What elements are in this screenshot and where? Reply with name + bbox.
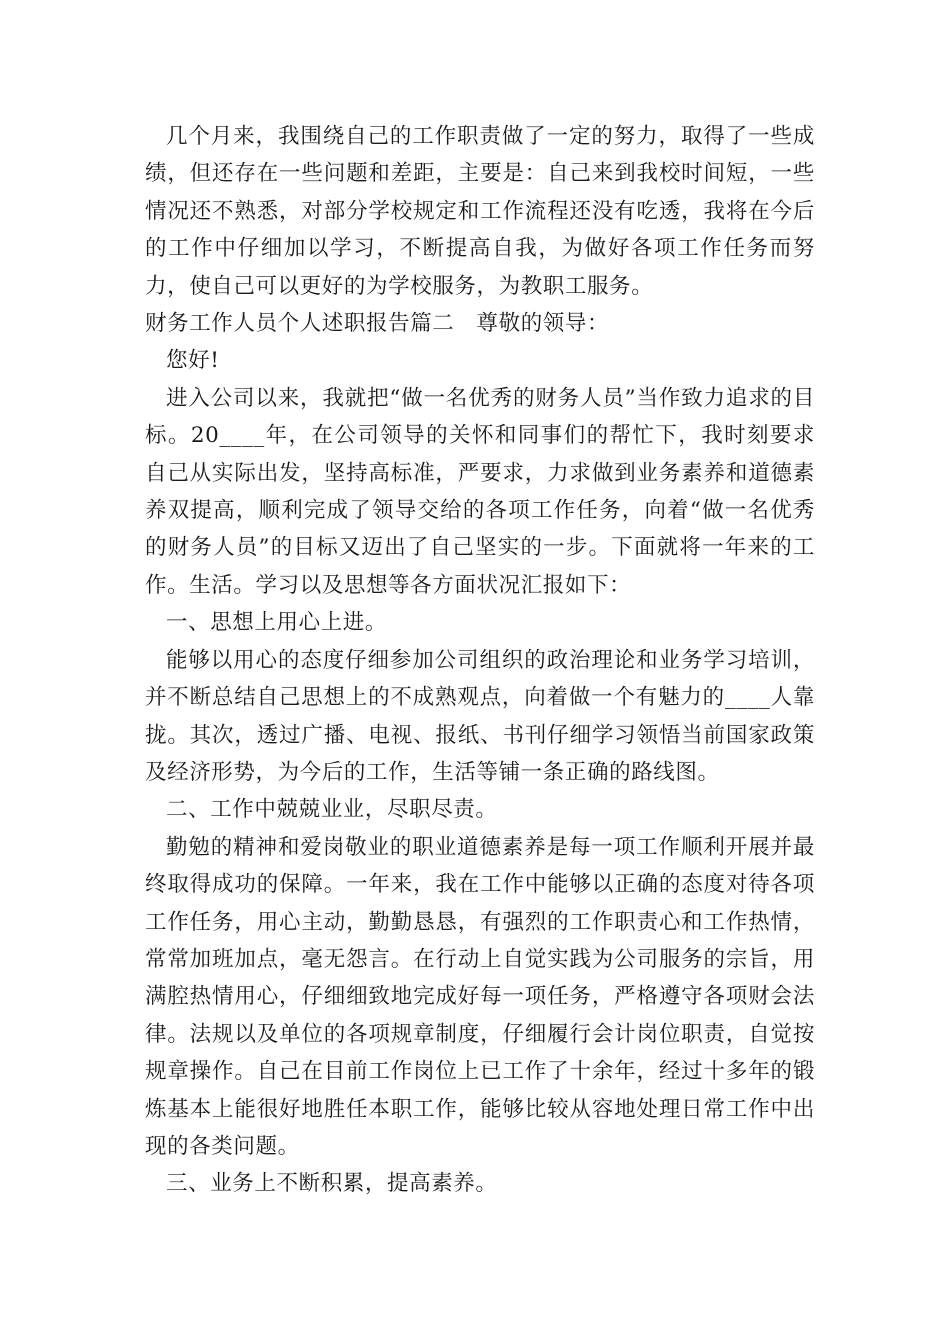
greeting: 您好!	[166, 348, 220, 374]
paragraph-ideology: 能够以用心的态度仔细参加公司组织的政治理论和业务学习培训，并不断总结自己思想上的不成熟观点，向着做一个有魅力的____人靠拢。其次，透过广播、电视、报纸、书刊仔细学习领悟当前国家政策及经济形势，为今后的工作，生活等铺一条正确的路线图。	[145, 647, 815, 785]
heading-business-accumulation: 三、业务上不断积累，提高素养。	[166, 1171, 498, 1197]
paragraph-summary: 几个月来，我围绕自己的工作职责做了一定的努力，取得了一些成绩，但还存在一些问题和差距，主要是：自己来到我校时间短，一些情况还不熟悉，对部分学校规定和工作流程还没有吃透，我将在今后的工作中仔细加以学习，不断提高自我，为做好各项工作任务而努力，使自己可以更好的为学校服务，为教职工服务。	[145, 124, 815, 299]
document-body	[145, 118, 815, 1203]
section-heading-report-two: 财务工作人员个人述职报告篇二 尊敬的领导：	[145, 311, 610, 337]
paragraph-introduction: 进入公司以来，我就把“做一名优秀的财务人员”当作致力追求的目标。20____年，在公司领导的关怀和同事们的帮忙下，我时刻要求自己从实际出发，坚持高标准，严要求，力求做到业务素养和道德素养双提高，顺利完成了领导交给的各项工作任务，向着“做一名优秀的财务人员”的目标又迈出了自己坚实的一步。下面就将一年来的工作。生活。学习以及思想等各方面状况汇报如下：	[145, 385, 815, 598]
paragraph-work-diligence: 勤勉的精神和爱岗敬业的职业道德素养是每一项工作顺利开展并最终取得成功的保障。一年来，我在工作中能够以正确的态度对待各项工作任务，用心主动，勤勤恳恳，有强烈的工作职责心和工作热情，常常加班加点，毫无怨言。在行动上自觉实践为公司服务的宗旨，用满腔热情用心，仔细细致地完成好每一项任务，严格遵守各项财会法律。法规以及单位的各项规章制度，仔细履行会计岗位职责，自觉按规章操作。自己在目前工作岗位上已工作了十余年，经过十多年的锻炼基本上能很好地胜任本职工作，能够比较从容地处理日常工作中出现的各类问题。	[145, 834, 815, 1159]
heading-ideology: 一、思想上用心上进。	[166, 610, 388, 636]
heading-work-diligence: 二、工作中兢兢业业，尽职尽责。	[166, 797, 498, 823]
